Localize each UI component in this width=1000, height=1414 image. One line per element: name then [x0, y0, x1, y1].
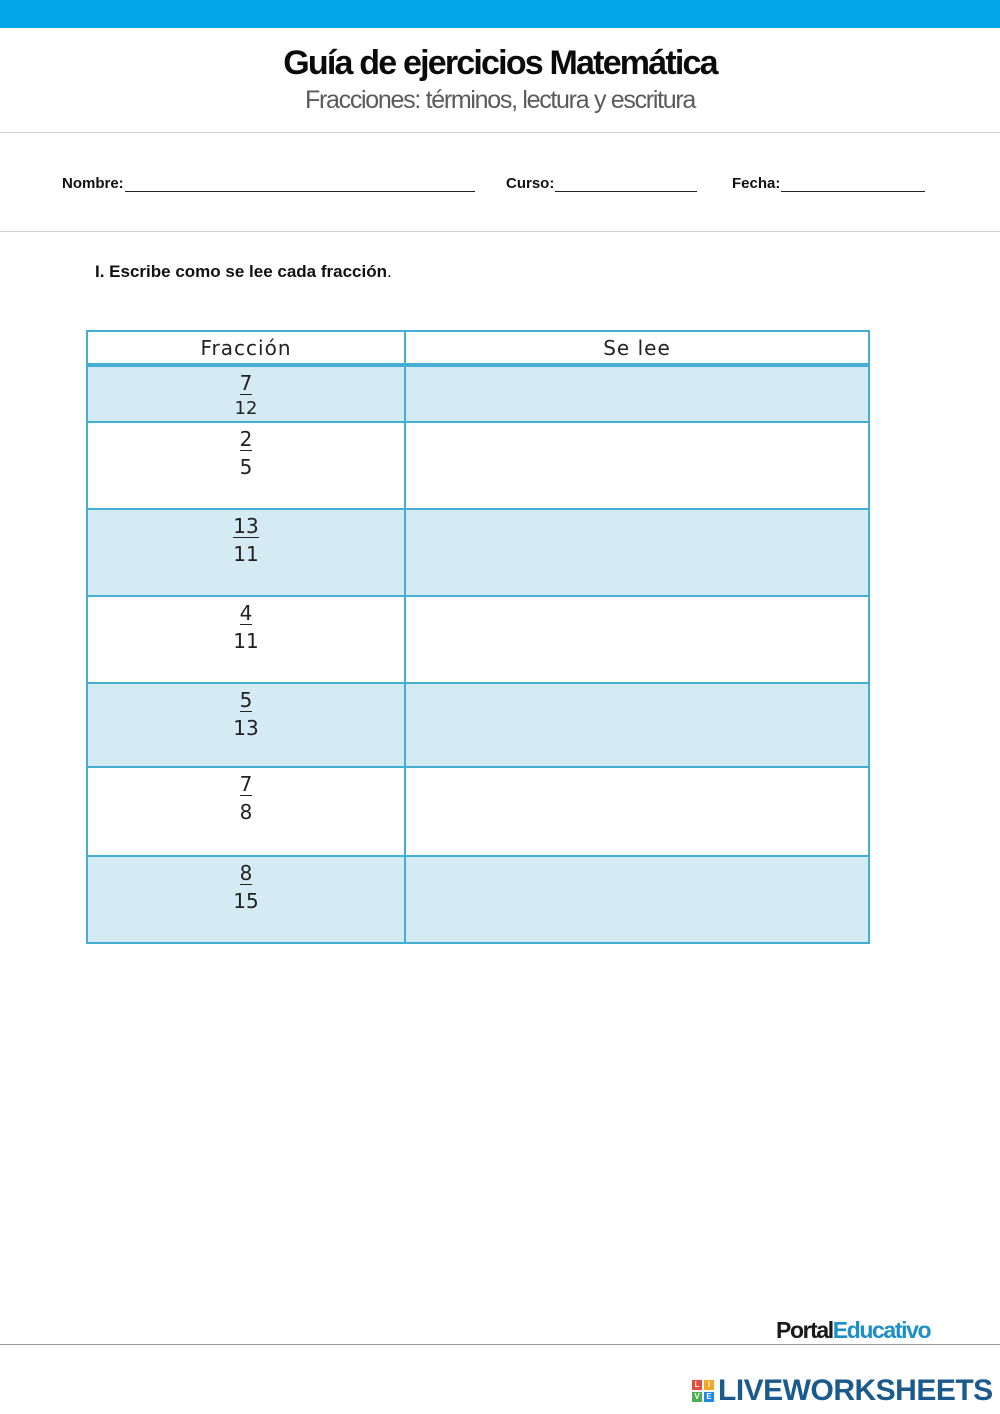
table-row [87, 422, 869, 509]
denominator: 13 [233, 716, 259, 740]
divider [0, 231, 1000, 232]
lw-icon-letter: V [692, 1392, 702, 1402]
denominator: 11 [233, 542, 259, 566]
lw-icon-letter: E [704, 1392, 714, 1402]
fraction-cell [87, 856, 405, 943]
nombre-label: Nombre: [62, 175, 124, 192]
footer-divider [0, 1344, 1000, 1345]
page-subtitle: Fracciones: términos, lectura y escritura [305, 86, 695, 114]
header-fraccion: Fracción [87, 331, 405, 365]
divider [0, 132, 1000, 133]
denominator: 15 [233, 889, 259, 913]
table-row [87, 767, 869, 856]
numerator: 13 [233, 514, 259, 538]
answer-cell[interactable] [405, 422, 869, 509]
answer-cell[interactable] [405, 767, 869, 856]
denominator: 8 [239, 800, 253, 824]
liveworksheets-wordmark: LIVEWORKSHEETS [718, 1374, 993, 1407]
table-row [87, 856, 869, 943]
answer-cell[interactable] [405, 509, 869, 596]
denominator: 11 [233, 629, 259, 653]
nombre-field[interactable] [62, 175, 475, 192]
table-row [87, 509, 869, 596]
fraction-cell [87, 683, 405, 767]
answer-cell[interactable] [405, 365, 869, 422]
liveworksheets-icon [692, 1380, 714, 1402]
fraction-cell [87, 422, 405, 509]
page-title: Guía de ejercicios Matemática [283, 44, 717, 82]
fecha-label: Fecha: [732, 175, 781, 192]
table-row [87, 683, 869, 767]
numerator: 4 [239, 601, 253, 625]
lw-icon-letter: L [692, 1380, 702, 1390]
denominator: 12 [234, 398, 258, 419]
instruction-text [95, 262, 392, 282]
nombre-input-line[interactable] [125, 176, 475, 192]
fraction-cell [87, 596, 405, 683]
instruction-period: . [386, 262, 392, 281]
top-color-bar [0, 0, 1000, 28]
table-row [87, 596, 869, 683]
liveworksheets-logo [692, 1374, 993, 1408]
curso-field[interactable] [506, 175, 697, 192]
numerator: 2 [239, 427, 253, 451]
instruction-label: I. Escribe como se lee cada fracción [95, 262, 387, 281]
answer-cell[interactable] [405, 596, 869, 683]
table-header-row [87, 331, 869, 365]
logo-text-portal: Portal [776, 1317, 833, 1343]
curso-input-line[interactable] [555, 176, 697, 192]
fecha-input-line[interactable] [781, 176, 925, 192]
fraction-cell [87, 767, 405, 856]
curso-label: Curso: [506, 175, 555, 192]
numerator: 7 [239, 772, 253, 796]
portal-educativo-logo [776, 1317, 930, 1344]
answer-cell[interactable] [405, 683, 869, 767]
answer-cell[interactable] [405, 856, 869, 943]
numerator: 5 [239, 688, 253, 712]
lw-icon-letter: I [704, 1380, 714, 1390]
numerator: 7 [239, 371, 253, 395]
table-row [87, 365, 869, 422]
fecha-field[interactable] [732, 175, 925, 192]
logo-text-educativo: Educativo [832, 1317, 931, 1343]
fraction-table [86, 330, 870, 944]
fraction-cell [87, 509, 405, 596]
numerator: 8 [239, 861, 253, 885]
fraction-cell [87, 365, 405, 422]
denominator: 5 [239, 455, 253, 479]
header-se-lee: Se lee [405, 331, 869, 365]
